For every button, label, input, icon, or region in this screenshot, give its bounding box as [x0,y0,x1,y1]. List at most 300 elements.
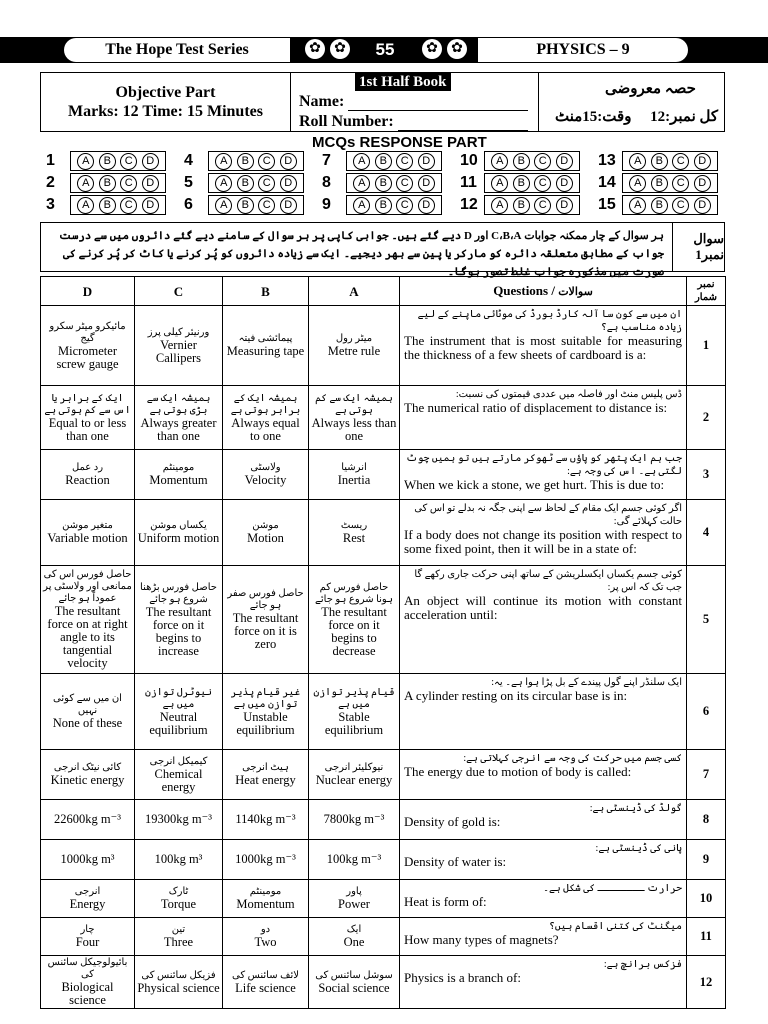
answer-bubble[interactable]: B [99,153,116,170]
answer-bubble[interactable]: A [491,153,508,170]
answer-bubble[interactable]: B [651,153,668,170]
option-d-urdu: مائیکرو میٹر سکرو گیج [49,320,126,344]
option-d [41,750,135,800]
grid-cell [316,173,454,193]
option-c-urdu: کیمیکل انرجی [149,755,208,767]
option-a-urdu: ریسٹ [340,520,368,531]
answer-bubble[interactable]: C [120,197,137,214]
question-row [41,674,726,750]
answer-bubble[interactable]: C [258,153,275,170]
objective-title: Objective Part [115,84,216,101]
question-cell [400,880,687,918]
bubble-box [484,195,580,215]
grid-cell [178,173,316,193]
answer-bubble[interactable]: C [672,175,689,192]
option-c-urdu: ٹارک [168,886,189,897]
option-b [223,840,309,880]
col-d: D [41,277,135,306]
question-row [41,880,726,918]
question-number: 3 [687,450,726,500]
option-d-urdu: کائی نیٹک انرجی [53,762,122,773]
mcq-title: MCQs RESPONSE PART [312,134,487,151]
question-cell [400,750,687,800]
option-a-text: The resultant force on it begins to decrease [321,604,387,658]
option-d-urdu: متغیر موشن [62,520,113,531]
option-c-text: 19300kg m⁻³ [145,812,212,826]
answer-bubble[interactable]: B [651,197,668,214]
title-banner [0,37,768,63]
option-b-text: Velocity [244,473,287,487]
option-c-urdu: تین [171,924,186,935]
option-b [223,800,309,840]
flower-icon: ✿ [422,39,442,59]
question-number: 10 [687,880,726,918]
question-text: Physics is a branch of: [404,970,521,985]
grid-cell [592,151,730,171]
answer-bubble[interactable]: D [142,153,159,170]
question-number: 14 [598,174,616,191]
option-c-text: Physical science [137,980,220,995]
option-b-urdu: ہمیشہ ایک کے برابر ہوتی ہے [230,392,301,416]
option-a-urdu: ایک [346,924,362,935]
option-a [309,800,400,840]
urdu-title: حصہ معروضی [605,81,696,97]
answer-bubble[interactable]: B [237,175,254,192]
bubble-box [622,151,718,171]
bubble-box [70,151,166,171]
question-cell [400,566,687,674]
name-label: Name: [299,93,345,110]
question-number: 3 [46,196,55,213]
question-row [41,500,726,566]
option-b-text: Heat energy [235,773,296,787]
answer-bubble[interactable]: A [629,197,646,214]
option-c-text: Three [163,935,194,949]
option-b-text: Measuring tape [226,344,305,358]
col-c: C [135,277,223,306]
option-a-urdu: سوشل سائنس کی [315,969,393,981]
option-d-urdu: حاصل فورس اس کی ممانعی اور ولاسٹی پر عموداً ہو جائے [43,569,132,604]
answer-bubble[interactable]: B [99,175,116,192]
answer-bubble[interactable]: C [534,175,551,192]
option-d [41,800,135,840]
option-d [41,880,135,918]
grid-cell [40,195,178,215]
option-c [135,750,223,800]
question-urdu: حرارت ــــــــ کی شکل ہے۔ [543,883,682,894]
option-a [309,840,400,880]
option-d [41,306,135,386]
question-text: The energy due to motion of body is called: [404,764,632,779]
option-b-urdu: حاصل فورس صفر ہو جائے [227,588,304,611]
page-number: 55 [375,40,395,59]
flower-icon: ✿ [330,39,350,59]
series-title: The Hope Test Series [64,38,290,62]
option-d-text: Energy [69,897,106,911]
answer-bubble[interactable]: B [513,153,530,170]
answer-bubble[interactable]: B [237,153,254,170]
option-a-text: 100kg m⁻³ [326,852,382,866]
answer-bubble[interactable]: D [418,175,435,192]
option-d-text: Kinetic energy [50,773,125,787]
question-cell [400,674,687,750]
question-row [41,800,726,840]
option-a [309,918,400,956]
option-c-urdu: یکساں موشن [150,520,207,531]
question-text: A cylinder resting on its circular base is in: [404,688,628,703]
option-d-text: Biological science [61,980,114,1007]
option-c-text: 100kg m³ [154,852,203,866]
answer-bubble[interactable]: A [215,197,232,214]
question-number: 5 [184,174,193,191]
col-b: B [223,277,309,306]
option-b-text: Always equal to one [231,415,300,443]
option-b-urdu: مومینٹم [249,886,282,897]
grid-cell [178,151,316,171]
option-c-urdu: حاصل فورس بڑھنا شروع ہو جائے [140,581,217,605]
grid-cell [454,195,592,215]
question-number: 13 [598,152,616,169]
option-b-urdu: پیمائشی فیتہ [238,333,293,344]
option-d-urdu: ان میں سے کوئی نہیں [53,693,122,716]
col-questions [400,277,687,306]
questions-label-ur: سوالات [558,285,593,298]
option-c-text: Uniform motion [137,531,220,545]
question-cell [400,956,687,1009]
option-b-text: Motion [247,531,284,545]
grid-row [40,194,730,216]
question-urdu: میگنٹ کی کتنی اقسام ہیں؟ [548,921,682,932]
answer-bubble[interactable]: C [258,197,275,214]
bubble-box [346,151,442,171]
answer-bubble[interactable]: D [142,197,159,214]
answer-bubble[interactable]: B [375,153,392,170]
question-number: 6 [184,196,193,213]
instructions-box [40,222,725,278]
answer-bubble[interactable]: B [513,197,530,214]
question-text: How many types of magnets? [404,932,559,947]
question-urdu: ان میں سے کون سا آلہ کارڈ بورڈ کی موٹائی ماپنے کے لیے زیادہ مناسب ہے؟ [417,309,682,333]
grid-cell [316,195,454,215]
question-number: 15 [598,196,616,213]
option-a-text: Power [338,897,370,911]
question-text: When we kick a stone, we get hurt. This is due to: [404,477,665,492]
instructions-label: سوال نمبر1 [672,223,724,271]
option-a [309,956,400,1009]
answer-bubble[interactable]: B [99,197,116,214]
student-box [291,73,539,131]
answer-bubble[interactable]: D [556,197,573,214]
bubble-box [70,195,166,215]
objective-box [41,73,291,131]
option-c-urdu: ورنیئر کیلی پرز [147,326,210,338]
option-d-text: Variable motion [47,531,128,545]
option-a-urdu: قیام پذیر توازن میں ہے [313,686,395,710]
option-d [41,500,135,566]
answer-bubble[interactable]: B [375,175,392,192]
answer-bubble[interactable]: C [672,197,689,214]
grid-cell [592,195,730,215]
option-d [41,386,135,450]
option-a-text: Rest [342,531,366,545]
answer-bubble[interactable]: D [142,175,159,192]
option-b-text: 1000kg m⁻³ [235,852,296,866]
option-a-text: Always less than one [311,415,397,443]
answer-bubble[interactable]: D [694,197,711,214]
option-c [135,956,223,1009]
question-number: 7 [322,152,331,169]
option-d-text: The resultant force on at right angle to its tangential velocity [47,604,128,670]
option-d-text: Micrometer screw gauge [56,343,119,371]
option-d [41,840,135,880]
bubble-box [70,173,166,193]
option-b-urdu: دو [260,924,271,935]
option-a [309,386,400,450]
bubble-box [346,173,442,193]
bubble-box [484,151,580,171]
answer-bubble[interactable]: C [258,175,275,192]
questions-label: Questions / [493,282,555,298]
option-b-text: Momentum [236,897,295,911]
answer-bubble[interactable]: A [629,175,646,192]
answer-bubble[interactable]: C [120,175,137,192]
answer-bubble[interactable]: A [491,175,508,192]
question-text: Density of gold is: [404,814,501,829]
answer-bubble[interactable]: C [396,153,413,170]
option-b-urdu: ہیٹ انرجی [242,762,289,773]
option-c-urdu: فزیکل سائنس کی [141,969,216,981]
option-b [223,880,309,918]
question-cell [400,306,687,386]
question-urdu: جب ہم ایک پتھر کو پاؤں سے ٹھوکر مارتے ہیں تو ہمیں چوٹ لگتی ہے۔ اس کی وجہ ہے: [405,453,682,477]
option-a [309,674,400,750]
question-urdu: پانی کی ڈینسٹی ہے: [595,843,682,854]
answer-bubble[interactable]: A [353,197,370,214]
question-number: 1 [687,306,726,386]
option-c-text: Torque [160,897,197,911]
option-a [309,750,400,800]
answer-bubble[interactable]: A [629,153,646,170]
answer-bubble[interactable]: D [418,197,435,214]
option-d-text: 22600kg m⁻³ [54,812,121,826]
answer-bubble[interactable]: D [694,153,711,170]
bubble-box [484,173,580,193]
answer-bubble[interactable]: A [353,153,370,170]
col-num: نمبر شمار [687,277,726,306]
grid-cell [40,173,178,193]
answer-bubble[interactable]: C [396,197,413,214]
option-c-urdu: مومینٹم [162,462,195,473]
question-cell [400,840,687,880]
option-a-text: Social science [318,980,390,995]
question-cell [400,450,687,500]
option-d-text: Equal to or less than one [48,415,127,443]
question-number: 9 [322,196,331,213]
option-d-urdu: چار [80,924,95,935]
option-a-text: Stable equilibrium [324,709,384,737]
answer-bubble[interactable]: D [556,175,573,192]
question-number: 7 [687,750,726,800]
option-c [135,450,223,500]
question-row [41,386,726,450]
grid-cell [40,151,178,171]
option-b [223,674,309,750]
answer-bubble[interactable]: D [694,175,711,192]
option-a-urdu: انرشیا [341,462,367,473]
option-a [309,500,400,566]
answer-bubble[interactable]: B [375,197,392,214]
option-b-text: Life science [235,980,296,995]
question-number: 11 [460,174,477,191]
option-a-urdu: میٹر رول [335,333,373,344]
question-number: 8 [687,800,726,840]
option-d-text: 1000kg m³ [60,852,115,866]
option-d [41,918,135,956]
option-b-urdu: غیر قیام پذیر توازن میں ہے [230,686,301,710]
option-d [41,450,135,500]
question-text: If a body does not change its position with respect to some fixed point, then it will be in a state of: [404,527,682,556]
question-number: 12 [460,196,478,213]
option-a-text: Inertia [337,473,371,487]
answer-bubble[interactable]: D [280,153,297,170]
option-b-text: Two [254,935,277,949]
paper-header [40,72,725,132]
option-c [135,880,223,918]
grid-cell [592,173,730,193]
option-d-urdu: بائیولوجیکل سائنس کی [47,957,128,980]
question-number: 6 [687,674,726,750]
option-c [135,800,223,840]
question-urdu: کوئی جسم یکساں ایکسلریشن کے ساتھ اپنی حرکت جاری رکھے گا جب تک کہ اس پر: [414,569,682,593]
option-a-urdu: ہمیشہ ایک سے کم ہوتی ہے [315,392,393,416]
roll-field[interactable] [398,117,528,131]
question-number: 1 [46,152,55,169]
answer-bubble[interactable]: C [672,153,689,170]
answer-bubble[interactable]: D [280,197,297,214]
question-urdu: اگر کوئی جسم ایک مقام کے لحاظ سے اپنی جگہ نہ بدلے تو اس کی حالت کہلائے گی: [414,503,682,527]
answer-bubble[interactable]: B [513,175,530,192]
bubble-box [208,195,304,215]
option-c-urdu: نیوٹرل توازن میں ہے [145,686,212,710]
option-c [135,500,223,566]
option-c-urdu: ہمیشہ ایک سے بڑی ہوتی ہے [146,392,211,416]
question-number: 11 [687,918,726,956]
option-a [309,566,400,674]
roll-label: Roll Number: [299,113,394,130]
question-text: Heat is form of: [404,894,487,909]
option-b [223,918,309,956]
grid-row [40,150,730,172]
answer-bubble[interactable]: C [534,153,551,170]
option-c-text: Chemical energy [154,766,203,794]
option-a-urdu: حاصل فورس کم ہونا شروع ہو جائے [315,581,393,605]
subject-title: PHYSICS – 9 [478,38,688,62]
option-b-urdu: لائف سائنس کی [232,969,299,981]
answer-bubble[interactable]: D [280,175,297,192]
option-b-urdu: موشن [252,520,279,531]
question-text: An object will continue its motion with constant acceleration until: [404,593,682,622]
bubble-box [346,195,442,215]
question-row [41,450,726,500]
option-d [41,674,135,750]
option-d-text: Reaction [65,473,110,487]
option-b-urdu: ولاسٹی [250,462,281,473]
answer-bubble[interactable]: A [77,197,94,214]
option-a [309,450,400,500]
option-b-text: The resultant force on it is zero [232,611,299,651]
question-urdu: کسی جسم میں حرکت کی وجہ سے انرجی کہلاتی ہے: [463,753,682,764]
option-a-text: Metre rule [327,344,381,358]
option-b [223,750,309,800]
question-number: 2 [687,386,726,450]
answer-bubble[interactable]: A [491,197,508,214]
question-text: Density of water is: [404,854,507,869]
grid-cell [454,173,592,193]
option-b [223,566,309,674]
marks-time: Marks: 12 Time: 15 Minutes [68,103,263,120]
bubble-box [208,151,304,171]
question-row [41,918,726,956]
bubble-box [208,173,304,193]
question-number: 5 [687,566,726,674]
option-a-text: One [343,935,365,949]
option-a [309,306,400,386]
answer-bubble[interactable]: A [215,175,232,192]
option-d-urdu: رد عمل [71,462,104,473]
urdu-box [539,73,724,131]
option-c [135,306,223,386]
question-urdu: ڈس پلیس منٹ اور فاصلہ میں عددی قیمتوں کی نسبت: [455,389,682,400]
answer-bubble[interactable]: A [353,175,370,192]
answer-bubble[interactable]: B [237,197,254,214]
flower-icon: ✿ [447,39,467,59]
question-row [41,750,726,800]
option-c [135,840,223,880]
answer-bubble[interactable]: D [556,153,573,170]
instructions-text: ہر سوال کے چار ممکنہ جوابات C،B،A اور D دیے گئے ہیں۔ جوابی کاپی پر ہر سوال کے سامنے دیے گئے دائروں میں سے درست جواب کے مطابق متعلقہ دائرہ کو مارکر یا پین سے بھر دیجیے۔ ایک سے زیادہ دائروں کو پُر کرنے یا کاٹ کر پُر کرنے کی صورت میں مذکورہ جواب غلط تصور ہوگا۔ [59,230,664,278]
option-b [223,306,309,386]
question-row [41,566,726,674]
bubble-box [622,195,718,215]
option-c-text: The resultant force on it begins to increase [145,604,212,658]
answer-bubble[interactable]: C [120,153,137,170]
question-urdu: فزکس برانچ ہے: [603,959,682,970]
option-c [135,386,223,450]
question-cell [400,800,687,840]
flower-icon: ✿ [305,39,325,59]
answer-bubble[interactable]: C [396,175,413,192]
option-a-text: Nuclear energy [315,773,393,787]
option-d [41,566,135,674]
option-c-text: Always greater than one [140,415,217,443]
answer-bubble[interactable]: A [77,175,94,192]
answer-bubble[interactable]: C [534,197,551,214]
name-field[interactable] [348,97,528,111]
question-cell [400,386,687,450]
answer-bubble[interactable]: D [418,153,435,170]
col-a: A [309,277,400,306]
question-row [41,840,726,880]
answer-bubble[interactable]: A [77,153,94,170]
option-c-text: Momentum [149,473,208,487]
option-c-text: Neutral equilibrium [149,709,208,737]
answer-bubble[interactable]: A [215,153,232,170]
option-a [309,880,400,918]
option-d-text: None of these [52,716,123,730]
response-grid [40,150,730,216]
answer-bubble[interactable]: B [651,175,668,192]
option-b [223,386,309,450]
